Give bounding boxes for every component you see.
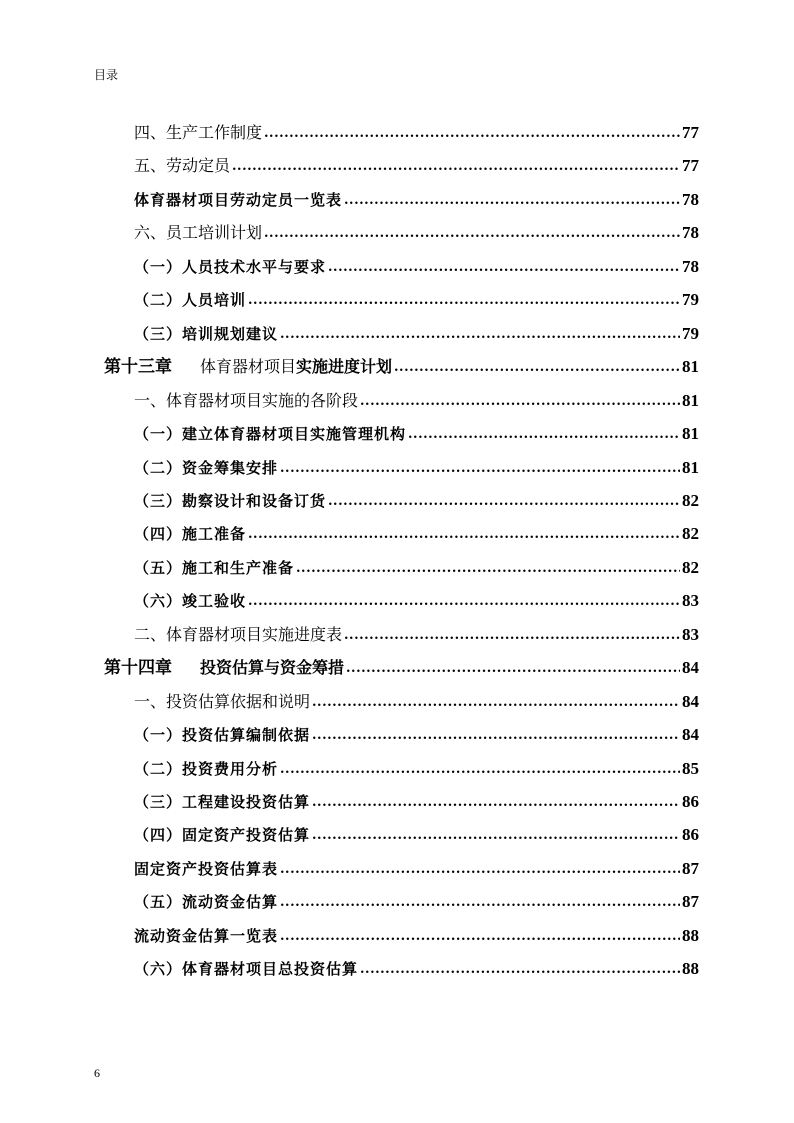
page-number: 6 [94, 1066, 100, 1080]
toc-page-number: 82 [682, 490, 699, 510]
dot-leader [248, 587, 680, 617]
toc-page-number: 83 [682, 624, 699, 644]
toc-entry-label: （六）竣工验收 [134, 592, 247, 611]
toc-entry-label: （二）资金筹集安排 [134, 458, 279, 477]
toc-entry-label: 二、体育器材项目实施进度表 [134, 624, 343, 644]
toc-page-number: 88 [682, 925, 699, 945]
toc-page-number: 78 [682, 223, 699, 243]
toc-entry-sub[interactable] [134, 720, 699, 750]
toc-entry-sub[interactable] [134, 252, 699, 282]
toc-entry-section[interactable] [134, 118, 699, 148]
toc-page-number: 86 [682, 825, 699, 845]
dot-leader [280, 454, 680, 484]
dot-leader [248, 520, 680, 550]
toc-entry-label: （四）固定资产投资估算 [134, 826, 311, 845]
dot-leader [346, 654, 680, 684]
toc-entry-label: 六、员工培训计划 [134, 223, 263, 243]
toc-entry-section[interactable] [134, 151, 699, 181]
toc-entry-table[interactable] [134, 185, 699, 215]
toc-entry-chapter[interactable] [104, 352, 699, 382]
toc-entry-table[interactable] [134, 921, 699, 951]
toc-page-number: 87 [682, 858, 699, 878]
dot-leader [264, 119, 680, 149]
dot-leader [280, 888, 680, 918]
toc-entry-section[interactable] [134, 687, 699, 717]
dot-leader [328, 253, 680, 283]
dot-leader [280, 755, 680, 785]
toc-entry-sub[interactable] [134, 486, 699, 516]
dot-leader [312, 721, 680, 751]
toc-entry-chapter[interactable] [104, 653, 699, 683]
toc-page-number: 81 [682, 390, 699, 410]
toc-entry-sub[interactable] [134, 954, 699, 984]
toc-entry-label: 四、生产工作制度 [134, 123, 263, 142]
toc-page-number: 82 [682, 557, 699, 577]
toc-entry-label: 固定资产投资估算表 [134, 859, 279, 878]
toc-entry-label: （一）建立体育器材项目实施管理机构 [134, 425, 407, 444]
toc-entry-section[interactable] [134, 218, 699, 248]
toc-entry-sub[interactable] [134, 787, 699, 817]
chapter-title-bold: 投资估算与资金筹措 [200, 658, 345, 678]
toc-page-number: 81 [682, 424, 699, 444]
chapter-number: 第十四章 [104, 658, 172, 679]
dot-leader [344, 186, 680, 216]
toc-page-number: 88 [682, 959, 699, 979]
toc-entry-sub[interactable] [134, 586, 699, 616]
toc-page-number: 78 [682, 189, 699, 209]
toc-entry-sub[interactable] [134, 453, 699, 483]
toc-entry-sub[interactable] [134, 519, 699, 549]
toc-entry-sub[interactable] [134, 820, 699, 850]
dot-leader [360, 387, 680, 417]
dot-leader [360, 955, 680, 985]
toc-entry-label: （五）流动资金估算 [134, 893, 279, 912]
dot-leader [312, 688, 680, 718]
toc-entry-sub[interactable] [134, 887, 699, 917]
dot-leader [394, 353, 680, 383]
toc-entry-label: （三）工程建设投资估算 [134, 793, 311, 811]
toc-entry-label: （二）投资费用分析 [134, 759, 279, 778]
running-header: 目录 [94, 68, 119, 82]
toc-page-number: 79 [682, 290, 699, 310]
toc-page-number: 79 [682, 323, 699, 343]
toc-entry-label: 流动资金估算一览表 [134, 926, 279, 945]
dot-leader [312, 821, 680, 851]
chapter-title-plain: 体育器材项目 [200, 357, 297, 377]
toc-entry-label: （一）人员技术水平与要求 [134, 257, 327, 276]
toc-entry-label [104, 653, 344, 683]
toc-entry-label: 一、投资估算依据和说明 [134, 691, 311, 711]
toc-entry-sub[interactable] [134, 319, 699, 349]
dot-leader [344, 621, 680, 651]
dot-leader [328, 487, 680, 517]
toc-page-number: 84 [682, 658, 699, 678]
dot-leader [408, 420, 680, 450]
toc-page-number: 84 [682, 691, 699, 711]
toc-page-number: 77 [682, 156, 699, 176]
toc-entry-label: 一、体育器材项目实施的各阶段 [134, 390, 359, 410]
toc-entry-section[interactable] [134, 620, 699, 650]
dot-leader [296, 554, 680, 584]
toc-entry-sub[interactable] [134, 285, 699, 315]
toc-page-number: 87 [682, 892, 699, 912]
toc-page-number: 86 [682, 792, 699, 811]
toc-entry-label: 体育器材项目劳动定员一览表 [134, 190, 343, 209]
toc-entry-label: （五）施工和生产准备 [134, 558, 295, 577]
dot-leader [264, 219, 680, 249]
toc-entry-label: （六）体育器材项目总投资估算 [134, 960, 359, 979]
toc-page-number: 81 [682, 457, 699, 477]
toc-entry-sub[interactable] [134, 553, 699, 583]
toc-page-number: 83 [682, 591, 699, 611]
toc-entry-label: 五、劳动定员 [134, 156, 231, 176]
toc-page-number: 82 [682, 524, 699, 544]
toc-page-number: 85 [682, 758, 699, 778]
chapter-title-bold: 实施进度计划 [296, 357, 393, 377]
toc-page-number: 81 [682, 357, 699, 377]
dot-leader [232, 152, 680, 182]
toc-entry-label: （一）投资估算编制依据 [134, 726, 311, 745]
toc-entry-label: （三）勘察设计和设备订货 [134, 491, 327, 510]
toc-entry-sub[interactable] [134, 754, 699, 784]
dot-leader [280, 320, 680, 350]
dot-leader [280, 922, 680, 952]
toc-entry-label: （三）培训规划建议 [134, 324, 279, 343]
dot-leader [248, 286, 680, 316]
toc-entry-section[interactable] [134, 386, 699, 416]
toc-entry-label [104, 352, 392, 382]
dot-leader [280, 855, 680, 885]
toc-entry-table[interactable] [134, 854, 699, 884]
toc-entry-label: （二）人员培训 [134, 291, 247, 310]
toc-page-number: 77 [682, 123, 699, 142]
toc-entry-label: （四）施工准备 [134, 525, 247, 544]
toc-page-number: 84 [682, 725, 699, 745]
chapter-number: 第十三章 [104, 357, 172, 378]
dot-leader [312, 788, 680, 818]
toc-page-number: 78 [682, 256, 699, 276]
toc-entry-sub[interactable] [134, 419, 699, 449]
